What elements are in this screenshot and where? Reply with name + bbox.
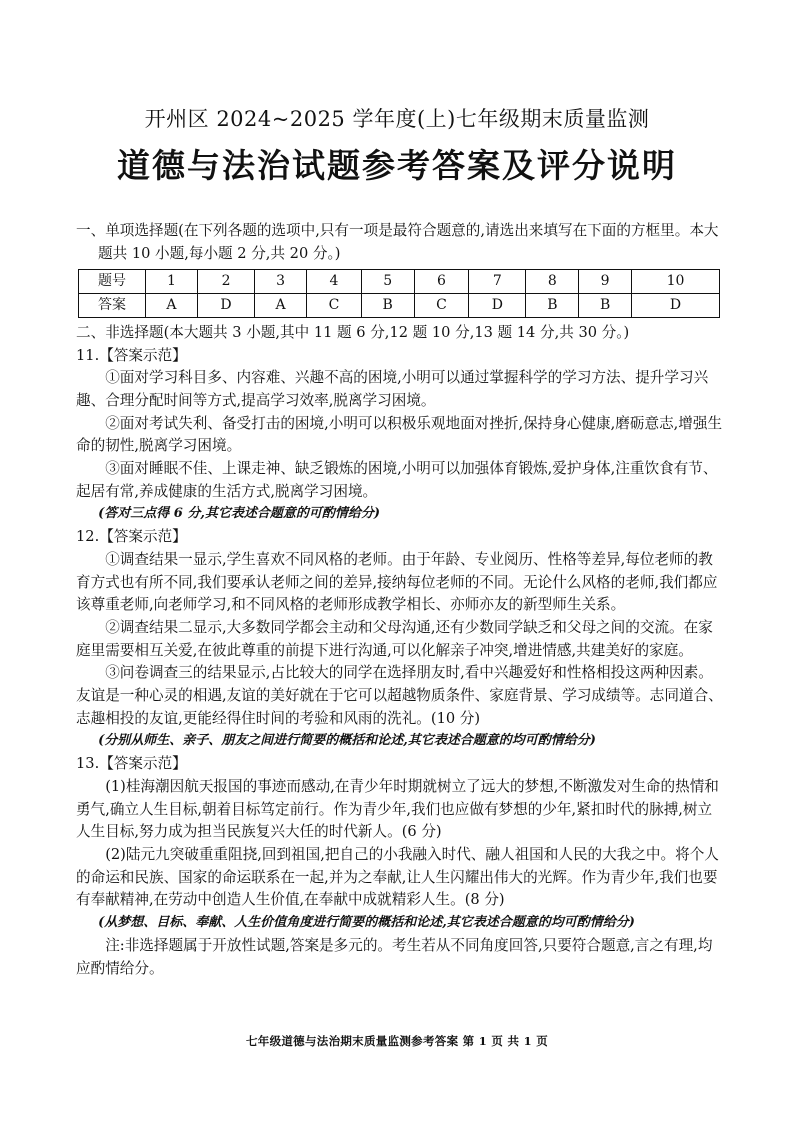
q11-label: 11.【答案示范】 [76, 346, 187, 364]
table-cell: B [579, 294, 632, 318]
section2-heading: 二、非选择题(本大题共 3 小题,其中 11 题 6 分,12 题 10 分,13 题 14 分,共 30 分。) [76, 323, 630, 341]
section1-heading: 一、单项选择题(在下列各题的选项中,只有一项是最符合题意的,请选出来填写在下面的方框里。本大题共 10 小题,每小题 2 分,共 20 分。) [76, 222, 719, 262]
table-row-label: 题号 [79, 270, 146, 294]
table-cell: 4 [307, 270, 362, 294]
page-footer: 七年级道德与法治期末质量监测参考答案 第 1 页 共 1 页 [245, 1034, 549, 1048]
q13-point-1: (1)桂海潮因航天报国的事迹而感动,在青少年时期就树立了远大的梦想,不断激发对生命的热情和勇气,确立人生目标,朝着目标笃定前行。作为青少年,我们也应做有梦想的少年,紧扣时代的脉搏,树立人生目标,努力成为担当民族复兴大任的时代新人。(6 分) [76, 777, 719, 841]
table-cell: 9 [579, 270, 632, 294]
q13-point-2: (2)陆元九突破重重阻挠,回到祖国,把自己的小我融入时代、融人祖国和人民的大我之中。将个人的命运和民族、国家的命运联系在一起,并为之奉献,让人生闪耀出伟大的光辉。作为青少年,我们也要有奉献精神,在劳动中创造人生价值,在奉献中成就精彩人生。(8 分) [76, 845, 719, 909]
q13-scoring-note: (从梦想、目标、奉献、人生价值角度进行简要的概括和论述,其它表述合题意的均可酌情给分) [98, 915, 635, 931]
table-cell: 10 [631, 270, 719, 294]
q13-label: 13.【答案示范】 [76, 755, 187, 773]
exam-title: 开州区 2024~2025 学年度(上)七年级期末质量监测 [144, 107, 650, 131]
q11-point-3: ③面对睡眠不佳、上课走神、缺乏锻炼的困境,小明可以加强体育锻炼,爱护身体,注重饮食有节、起居有常,养成健康的生活方式,脱离学习困境。 [76, 460, 718, 500]
table-cell: B [361, 294, 414, 318]
q12-point-3: ③问卷调查三的结果显示,占比较大的同学在选择朋友时,看中兴趣爱好和性格相投这两种因素。友谊是一种心灵的相遇,友谊的美好就在于它可以超越物质条件、家庭背景、学习成绩等。志同道合、志趣相投的友谊,更能经得住时间的考验和风雨的洗礼。(10 分) [76, 664, 723, 727]
table-cell: 1 [146, 270, 198, 294]
table-cell: 6 [414, 270, 469, 294]
table-cell: A [146, 294, 198, 318]
table-cell: 7 [469, 270, 526, 294]
table-cell: C [307, 294, 362, 318]
q12-point-1: ①调查结果一显示,学生喜欢不同风格的老师。由于年龄、专业阅历、性格等差异,每位老师的教育方式也有所不同,我们要承认老师之间的差异,接纳每位老师的不同。无论什么风格的老师,我们都应该尊重老师,向老师学习,和不同风格的老师形成教学相长、亦师亦友的新型师生关系。 [76, 550, 718, 614]
q11-point-2: ②面对考试失利、备受打击的困境,小明可以积极乐观地面对挫折,保持身心健康,磨砺意志,增强生命的韧性,脱离学习困境。 [76, 414, 723, 455]
answer-table [78, 269, 720, 317]
table-cell: 3 [255, 270, 307, 294]
document-body [76, 220, 726, 980]
table-cell: D [631, 294, 719, 318]
q12-point-2: ②调查结果二显示,大多数同学都会主动和父母沟通,还有少数同学缺乏和父母之间的交流。在家庭里需要相互关爱,在彼此尊重的前提下进行沟通,可以化解亲子冲突,增进情感,共建美好的家庭。 [76, 618, 713, 659]
q12-label: 12.【答案示范】 [76, 528, 187, 546]
final-note: 注:非选择题属于开放性试题,答案是多元的。考生若从不同角度回答,只要符合题意,言之有理,均应酌情给分。 [76, 936, 713, 977]
table-row-numbers [79, 270, 720, 294]
q11-point-1: ①面对学习科目多、内容难、兴趣不高的困境,小明可以通过掌握科学的学习方法、提升学习兴趣、合理分配时间等方式,提高学习效率,脱离学习困境。 [76, 369, 709, 409]
table-cell: D [469, 294, 526, 318]
table-cell: A [255, 294, 307, 318]
table-row-label: 答案 [79, 294, 146, 318]
table-cell: 5 [361, 270, 414, 294]
document-title: 道德与法治试题参考答案及评分说明 [117, 146, 677, 185]
q11-scoring-note: (答对三点得 6 分,其它表述合题意的可酌情给分) [98, 506, 381, 522]
table-cell: 2 [197, 270, 254, 294]
table-cell: 8 [526, 270, 579, 294]
table-row-answers [79, 294, 720, 318]
table-cell: C [414, 294, 469, 318]
q12-scoring-note: (分别从师生、亲子、朋友之间进行简要的概括和论述,其它表述合题意的均可酌情给分) [98, 733, 596, 749]
table-cell: B [526, 294, 579, 318]
table-cell: D [197, 294, 254, 318]
